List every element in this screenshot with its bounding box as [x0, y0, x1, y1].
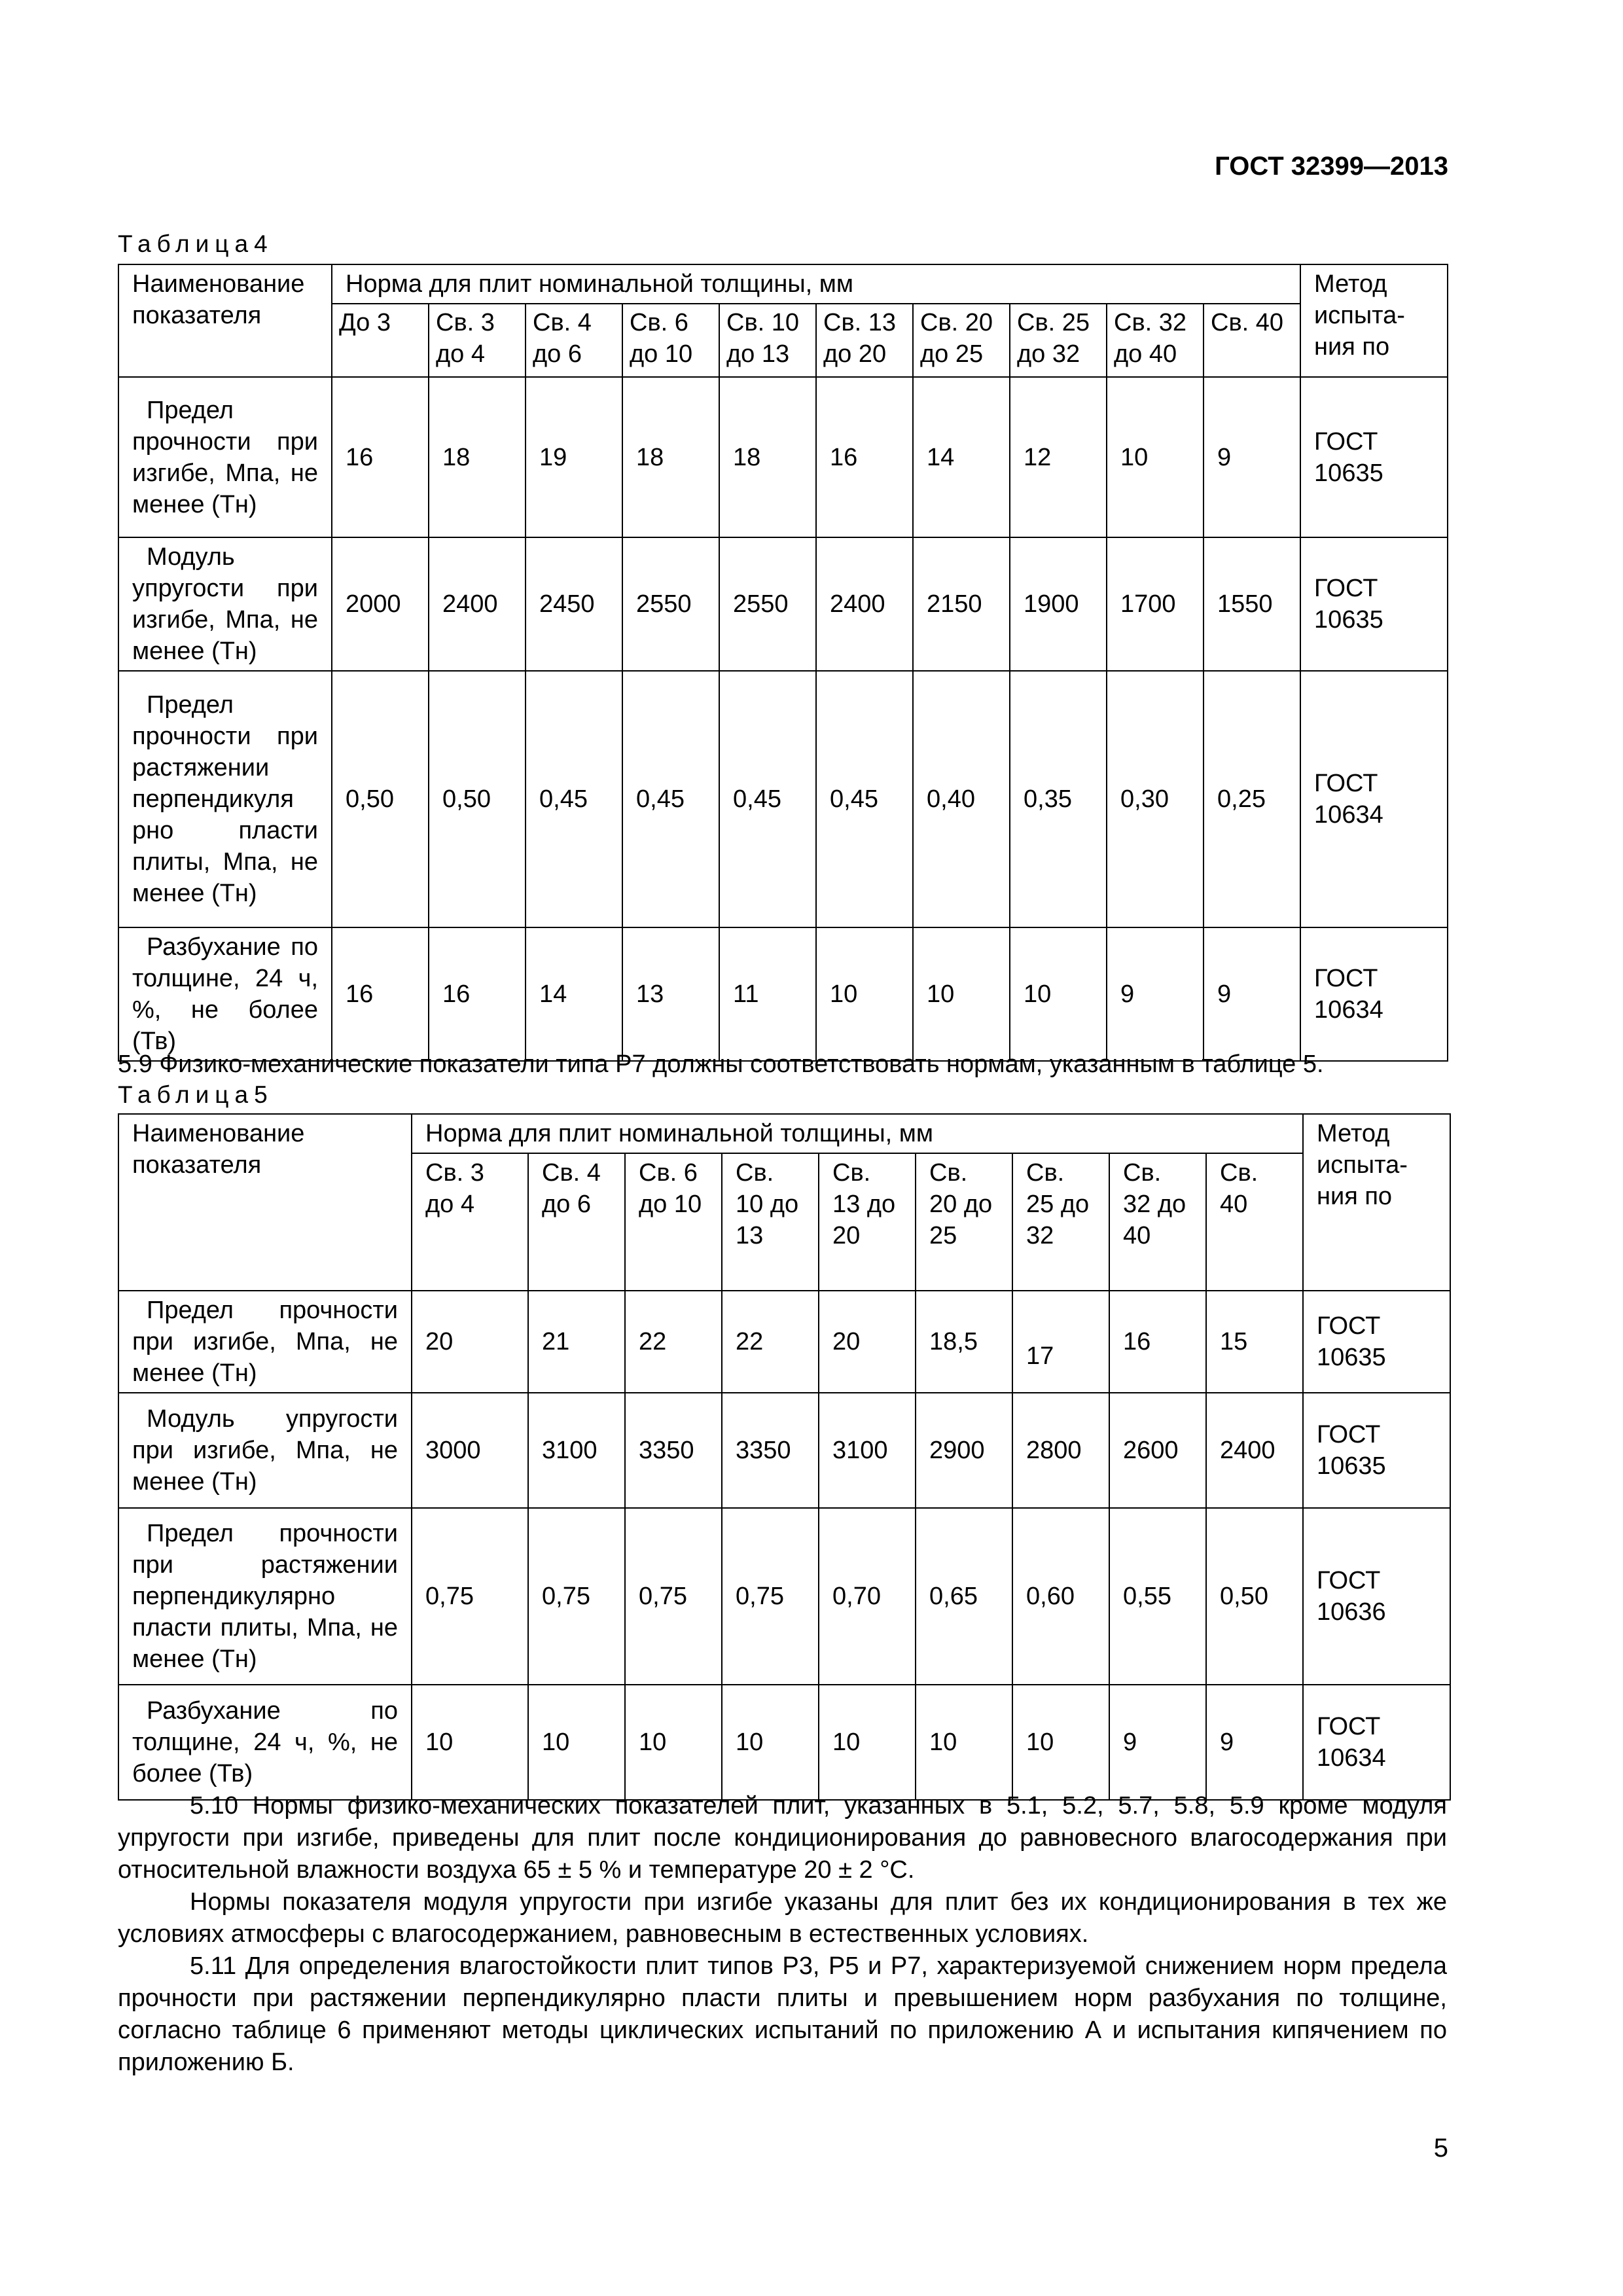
table4-cell: 0,25: [1204, 671, 1300, 927]
standard-code: ГОСТ 32399—2013: [1215, 152, 1448, 181]
table4-cell: 10: [913, 927, 1010, 1061]
table5-col-norm-header: Норма для плит номинальной толщины, мм: [412, 1114, 1303, 1153]
table5-cell: 21: [528, 1291, 625, 1393]
table5-subhead: Св. 40: [1206, 1153, 1303, 1291]
table4-cell: 18: [622, 377, 719, 537]
table4-cell: 0,50: [332, 671, 429, 927]
table4-subhead: Св. 4 до 6: [526, 304, 622, 377]
table4: [118, 264, 1448, 1062]
table4-cell: 18: [429, 377, 526, 537]
table4-cell: 13: [622, 927, 719, 1061]
table5-cell: 10: [625, 1685, 722, 1800]
table5-cell: 10: [819, 1685, 916, 1800]
table5-cell: 2900: [916, 1393, 1012, 1508]
table4-cell: 2150: [913, 537, 1010, 671]
paragraph-5-10: 5.10 Нормы физико-механических показателей плит, указанных в 5.1, 5.2, 5.7, 5.8, 5.9 кроме модуля упругости при изгибе, приведены для плит после кондиционирования до равновесного влагосодержания при относительной влажности воздуха 65 ± 5 % и температуре 20 ± 2 °С.: [118, 1792, 1447, 1884]
table5-cell: 10: [412, 1685, 528, 1800]
table5-cell: 9: [1109, 1685, 1206, 1800]
table4-row-name: Предел прочности при растяжении перпендикуля рно пласти плиты, Мпа, не менее (Тн): [118, 671, 332, 927]
table4-subhead: Св. 25 до 32: [1010, 304, 1107, 377]
table5-cell: 0,65: [916, 1508, 1012, 1685]
table4-row-name: Разбухание по толщине, 24 ч, %, не более (Тв): [118, 927, 332, 1061]
table4-cell: 12: [1010, 377, 1107, 537]
table5-cell: 16: [1109, 1291, 1206, 1393]
table5-row-name: Модуль упругости при изгибе, Мпа, не менее (Тн): [118, 1393, 412, 1508]
table5-col-name-header: Наименование показателя: [118, 1114, 412, 1291]
table4-cell: 0,45: [526, 671, 622, 927]
table5-cell: 3350: [625, 1393, 722, 1508]
table5-cell: 0,55: [1109, 1508, 1206, 1685]
table4-col-method-header: Метод испыта-ния по: [1300, 264, 1448, 377]
table4-method: ГОСТ 10634: [1300, 671, 1448, 927]
table5-cell: 22: [722, 1291, 819, 1393]
table5-method: ГОСТ 10634: [1303, 1685, 1450, 1800]
table5-cell: 2800: [1012, 1393, 1109, 1508]
table5-cell: 20: [819, 1291, 916, 1393]
table5-subhead: Св. 20 до 25: [916, 1153, 1012, 1291]
table5-cell: 2400: [1206, 1393, 1303, 1508]
table5-cell: 9: [1206, 1685, 1303, 1800]
table5-method: ГОСТ 10636: [1303, 1508, 1450, 1685]
table5-cell: 0,70: [819, 1508, 916, 1685]
table4-row-name: Предел прочности при изгибе, Мпа, не менее (Тн): [118, 377, 332, 537]
table4-caption: Таблица4: [118, 230, 274, 257]
table4-cell: 10: [1107, 377, 1204, 537]
table5-cell: 3000: [412, 1393, 528, 1508]
table4-cell: 16: [816, 377, 913, 537]
table4-col-norm-header: Норма для плит номинальной толщины, мм: [332, 264, 1300, 304]
table4-cell: 0,45: [816, 671, 913, 927]
table5-row-name: Разбухание по толщине, 24 ч, %, не более (Тв): [118, 1685, 412, 1800]
table5-caption: Таблица5: [118, 1081, 274, 1108]
table5-cell: 10: [1012, 1685, 1109, 1800]
table5-cell: 10: [722, 1685, 819, 1800]
table5-cell: 0,75: [625, 1508, 722, 1685]
table5-cell: 0,75: [412, 1508, 528, 1685]
table4-cell: 0,40: [913, 671, 1010, 927]
table4-cell: 16: [332, 927, 429, 1061]
table4-cell: 16: [429, 927, 526, 1061]
table4-cell: 16: [332, 377, 429, 537]
table5-cell: 20: [412, 1291, 528, 1393]
table5-cell: 0,60: [1012, 1508, 1109, 1685]
table5-cell: 3100: [528, 1393, 625, 1508]
table4-cell: 14: [913, 377, 1010, 537]
table4-cell: 2550: [719, 537, 816, 671]
table4-col-name-header: Наименование показателя: [118, 264, 332, 377]
table4-cell: 0,45: [719, 671, 816, 927]
table4-cell: 9: [1204, 927, 1300, 1061]
table4-cell: 2400: [816, 537, 913, 671]
table4-cell: 0,50: [429, 671, 526, 927]
table5-cell: 18,5: [916, 1291, 1012, 1393]
table5-cell: 0,75: [722, 1508, 819, 1685]
table5-method: ГОСТ 10635: [1303, 1393, 1450, 1508]
table4-cell: 14: [526, 927, 622, 1061]
paragraph-5-9: 5.9 Физико-механические показатели типа Р7 должны соответствовать нормам, указанным в таблице 5.: [118, 1050, 1324, 1078]
page-number: 5: [1433, 2134, 1448, 2162]
table4-method: ГОСТ 10635: [1300, 377, 1448, 537]
paragraph-5-11: 5.11 Для определения влагостойкости плит типов Р3, Р5 и Р7, характеризуемой снижением норм предела прочности при растяжении перпендикулярно пласти плиты и превышением норм разбухания по толщине, согласно таблице 6 применяют методы циклических испытаний по приложению А и испытания кипячением по приложению Б.: [118, 1952, 1447, 2076]
table5-row-name: Предел прочности при изгибе, Мпа, не менее (Тн): [118, 1291, 412, 1393]
table4-cell: 2000: [332, 537, 429, 671]
table5-col-method-header: Метод испыта-ния по: [1303, 1114, 1450, 1291]
table5-subhead: Св. 32 до 40: [1109, 1153, 1206, 1291]
table4-cell: 10: [1010, 927, 1107, 1061]
table-row: [118, 1508, 1450, 1685]
table4-cell: 1700: [1107, 537, 1204, 671]
table4-cell: 2550: [622, 537, 719, 671]
table4-cell: 2450: [526, 537, 622, 671]
table5-cell: 22: [625, 1291, 722, 1393]
table4-cell: 0,30: [1107, 671, 1204, 927]
table5-subhead: Св. 13 до 20: [819, 1153, 916, 1291]
table4-subhead: Св. 13 до 20: [816, 304, 913, 377]
table5-cell: 2600: [1109, 1393, 1206, 1508]
table4-cell: 0,35: [1010, 671, 1107, 927]
table5-cell: 0,75: [528, 1508, 625, 1685]
table5-subhead: Св. 10 до 13: [722, 1153, 819, 1291]
table5-subhead: Св. 3 до 4: [412, 1153, 528, 1291]
table4-cell: 11: [719, 927, 816, 1061]
table4-cell: 10: [816, 927, 913, 1061]
table-row: [118, 671, 1448, 927]
table4-cell: 1550: [1204, 537, 1300, 671]
table4-cell: 2400: [429, 537, 526, 671]
table5-cell: 3350: [722, 1393, 819, 1508]
table4-subhead: Св. 6 до 10: [622, 304, 719, 377]
table5-subhead: Св. 6 до 10: [625, 1153, 722, 1291]
table4-subhead: Св. 10 до 13: [719, 304, 816, 377]
table4-cell: 9: [1204, 377, 1300, 537]
table-row: [118, 1291, 1450, 1393]
table5: [118, 1113, 1451, 1801]
table4-cell: 18: [719, 377, 816, 537]
table-row: [118, 1685, 1450, 1800]
table5-method: ГОСТ 10635: [1303, 1291, 1450, 1393]
table-row: [118, 377, 1448, 537]
table-row: [118, 537, 1448, 671]
table5-subhead: Св. 4 до 6: [528, 1153, 625, 1291]
table4-subhead: Св. 32 до 40: [1107, 304, 1204, 377]
table5-cell: 17: [1012, 1291, 1109, 1393]
table5-cell: 3100: [819, 1393, 916, 1508]
table5-row-name: Предел прочности при растяжении перпендикулярно пласти плиты, Мпа, не менее (Тн): [118, 1508, 412, 1685]
table4-cell: 19: [526, 377, 622, 537]
table4-method: ГОСТ 10635: [1300, 537, 1448, 671]
table4-method: ГОСТ 10634: [1300, 927, 1448, 1061]
table4-row-name: Модуль упругости при изгибе, Мпа, не менее (Тн): [118, 537, 332, 671]
table5-subhead: Св. 25 до 32: [1012, 1153, 1109, 1291]
table5-cell: 15: [1206, 1291, 1303, 1393]
table5-cell: 0,50: [1206, 1508, 1303, 1685]
table4-subhead: До 3: [332, 304, 429, 377]
table4-cell: 9: [1107, 927, 1204, 1061]
table-row: [118, 927, 1448, 1061]
table5-cell: 10: [528, 1685, 625, 1800]
table4-subhead: Св. 3 до 4: [429, 304, 526, 377]
table4-subhead: Св. 20 до 25: [913, 304, 1010, 377]
table4-subhead: Св. 40: [1204, 304, 1300, 377]
table5-cell: 10: [916, 1685, 1012, 1800]
table-row: [118, 1393, 1450, 1508]
table4-cell: 1900: [1010, 537, 1107, 671]
paragraph-5-10-note: Нормы показателя модуля упругости при изгибе указаны для плит без их кондиционирования в тех же условиях атмосферы с влагосодержанием, равновесным в естественных условиях.: [118, 1888, 1447, 1948]
table4-cell: 0,45: [622, 671, 719, 927]
